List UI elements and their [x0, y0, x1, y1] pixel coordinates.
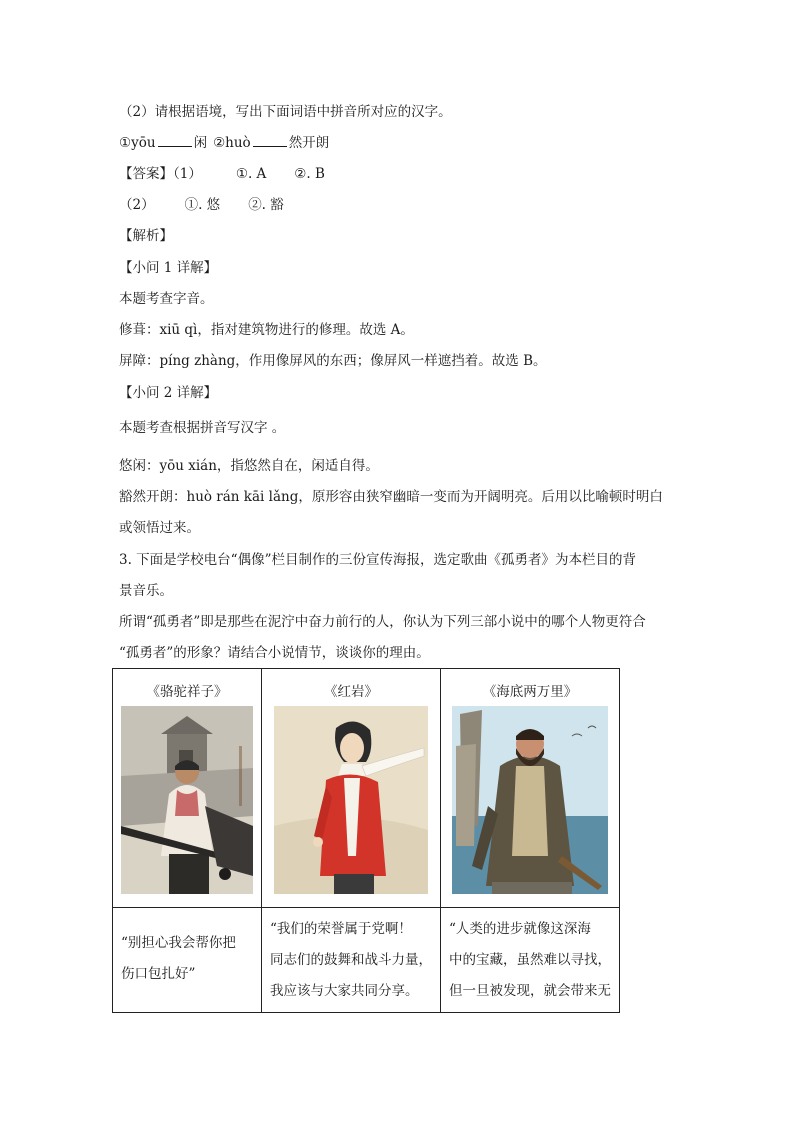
blank2-suffix: 然开朗 [288, 135, 330, 151]
sub1-intro: 本题考查字音。 [119, 291, 214, 307]
sub2-intro: 本题考查根据拼音写汉字 。 [119, 420, 286, 436]
poster-quote-xiangzi [113, 908, 262, 1013]
answer-1b: ②. B [294, 166, 325, 182]
poster-twenty-thousand-leagues [441, 669, 620, 908]
answer-label: 【答案】（1） [119, 166, 202, 182]
sub1-line2: 屏障：píng zhàng，作用像屏风的东西；像屏风一样遮挡着。故选 B。 [119, 353, 547, 369]
blank2-pinyin: ②huò [213, 135, 251, 151]
answer-2b: ②. 豁 [248, 197, 284, 213]
quote-line: 但一旦被发现，就会带来无 [449, 983, 611, 999]
q3-line4: “孤勇者”的形象？请结合小说情节，谈谈你的理由。 [119, 645, 430, 661]
answer-2-label: （2） [119, 197, 155, 213]
blank1-pinyin: ①yōu [119, 135, 156, 151]
q2-instruction: （2）请根据语境，写出下面词语中拼音所对应的汉字。 [119, 104, 452, 120]
q2-blanks-line [119, 133, 329, 153]
poster-camel-xiangzi [113, 669, 262, 908]
fill-blank-2 [253, 134, 287, 147]
sub2-line1: 悠闲：yōu xián，指悠然自在，闲适自得。 [119, 458, 379, 474]
answer-line-1 [119, 164, 325, 184]
answer-2a: ①. 悠 [184, 197, 221, 213]
blank1-suffix: 闲 [193, 135, 208, 151]
sub2-line2b: 或领悟过来。 [119, 520, 200, 536]
quote-line: “我们的荣誉属于党啊！ [270, 921, 412, 937]
quote-line: 我应该与大家共同分享。 [270, 983, 419, 999]
quote-line: “别担心我会帮你把 [121, 935, 236, 951]
quote-line: 伤口包扎好” [121, 966, 196, 982]
leagues-illustration [452, 706, 608, 894]
answer-line-2 [119, 195, 284, 215]
quote-line: 同志们的鼓舞和战斗力量， [270, 952, 432, 968]
sub1-line1: 修葺：xiū qì，指对建筑物进行的修理。故选 A。 [119, 322, 414, 338]
q3-line1: 3. 下面是学校电台“偶像”栏目制作的三份宣传海报，选定歌曲《孤勇者》为本栏目的背 [119, 552, 636, 568]
quote-line: “人类的进步就像这深海 [449, 921, 591, 937]
sub2-line2a: 豁然开朗：huò rán kāi lǎng，原形容由狭窄幽暗一变而为开阔明亮。后用以比喻顿时明白 [119, 489, 663, 505]
xiangzi-illustration [121, 706, 253, 894]
analysis-label: 【解析】 [119, 228, 173, 244]
quote-line: 中的宝藏，虽然难以寻找， [449, 952, 611, 968]
red-rock-illustration [274, 706, 428, 894]
poster-title: 《海底两万里》 [482, 684, 578, 700]
poster-title: 《骆驼祥子》 [146, 684, 228, 700]
poster-quote-red-rock [262, 908, 441, 1013]
poster-title: 《红岩》 [324, 684, 378, 700]
fill-blank-1 [158, 134, 192, 147]
poster-table [112, 668, 620, 1013]
sub2-label: 【小问 2 详解】 [119, 385, 218, 401]
answer-1a: ①. A [235, 166, 267, 182]
sub1-label: 【小问 1 详解】 [119, 260, 218, 276]
poster-quote-leagues [441, 908, 620, 1013]
poster-red-rock [262, 669, 441, 908]
q3-line3: 所谓“孤勇者”即是那些在泥泞中奋力前行的人，你认为下列三部小说中的哪个人物更符合 [119, 614, 646, 630]
q3-line2: 景音乐。 [119, 583, 173, 599]
